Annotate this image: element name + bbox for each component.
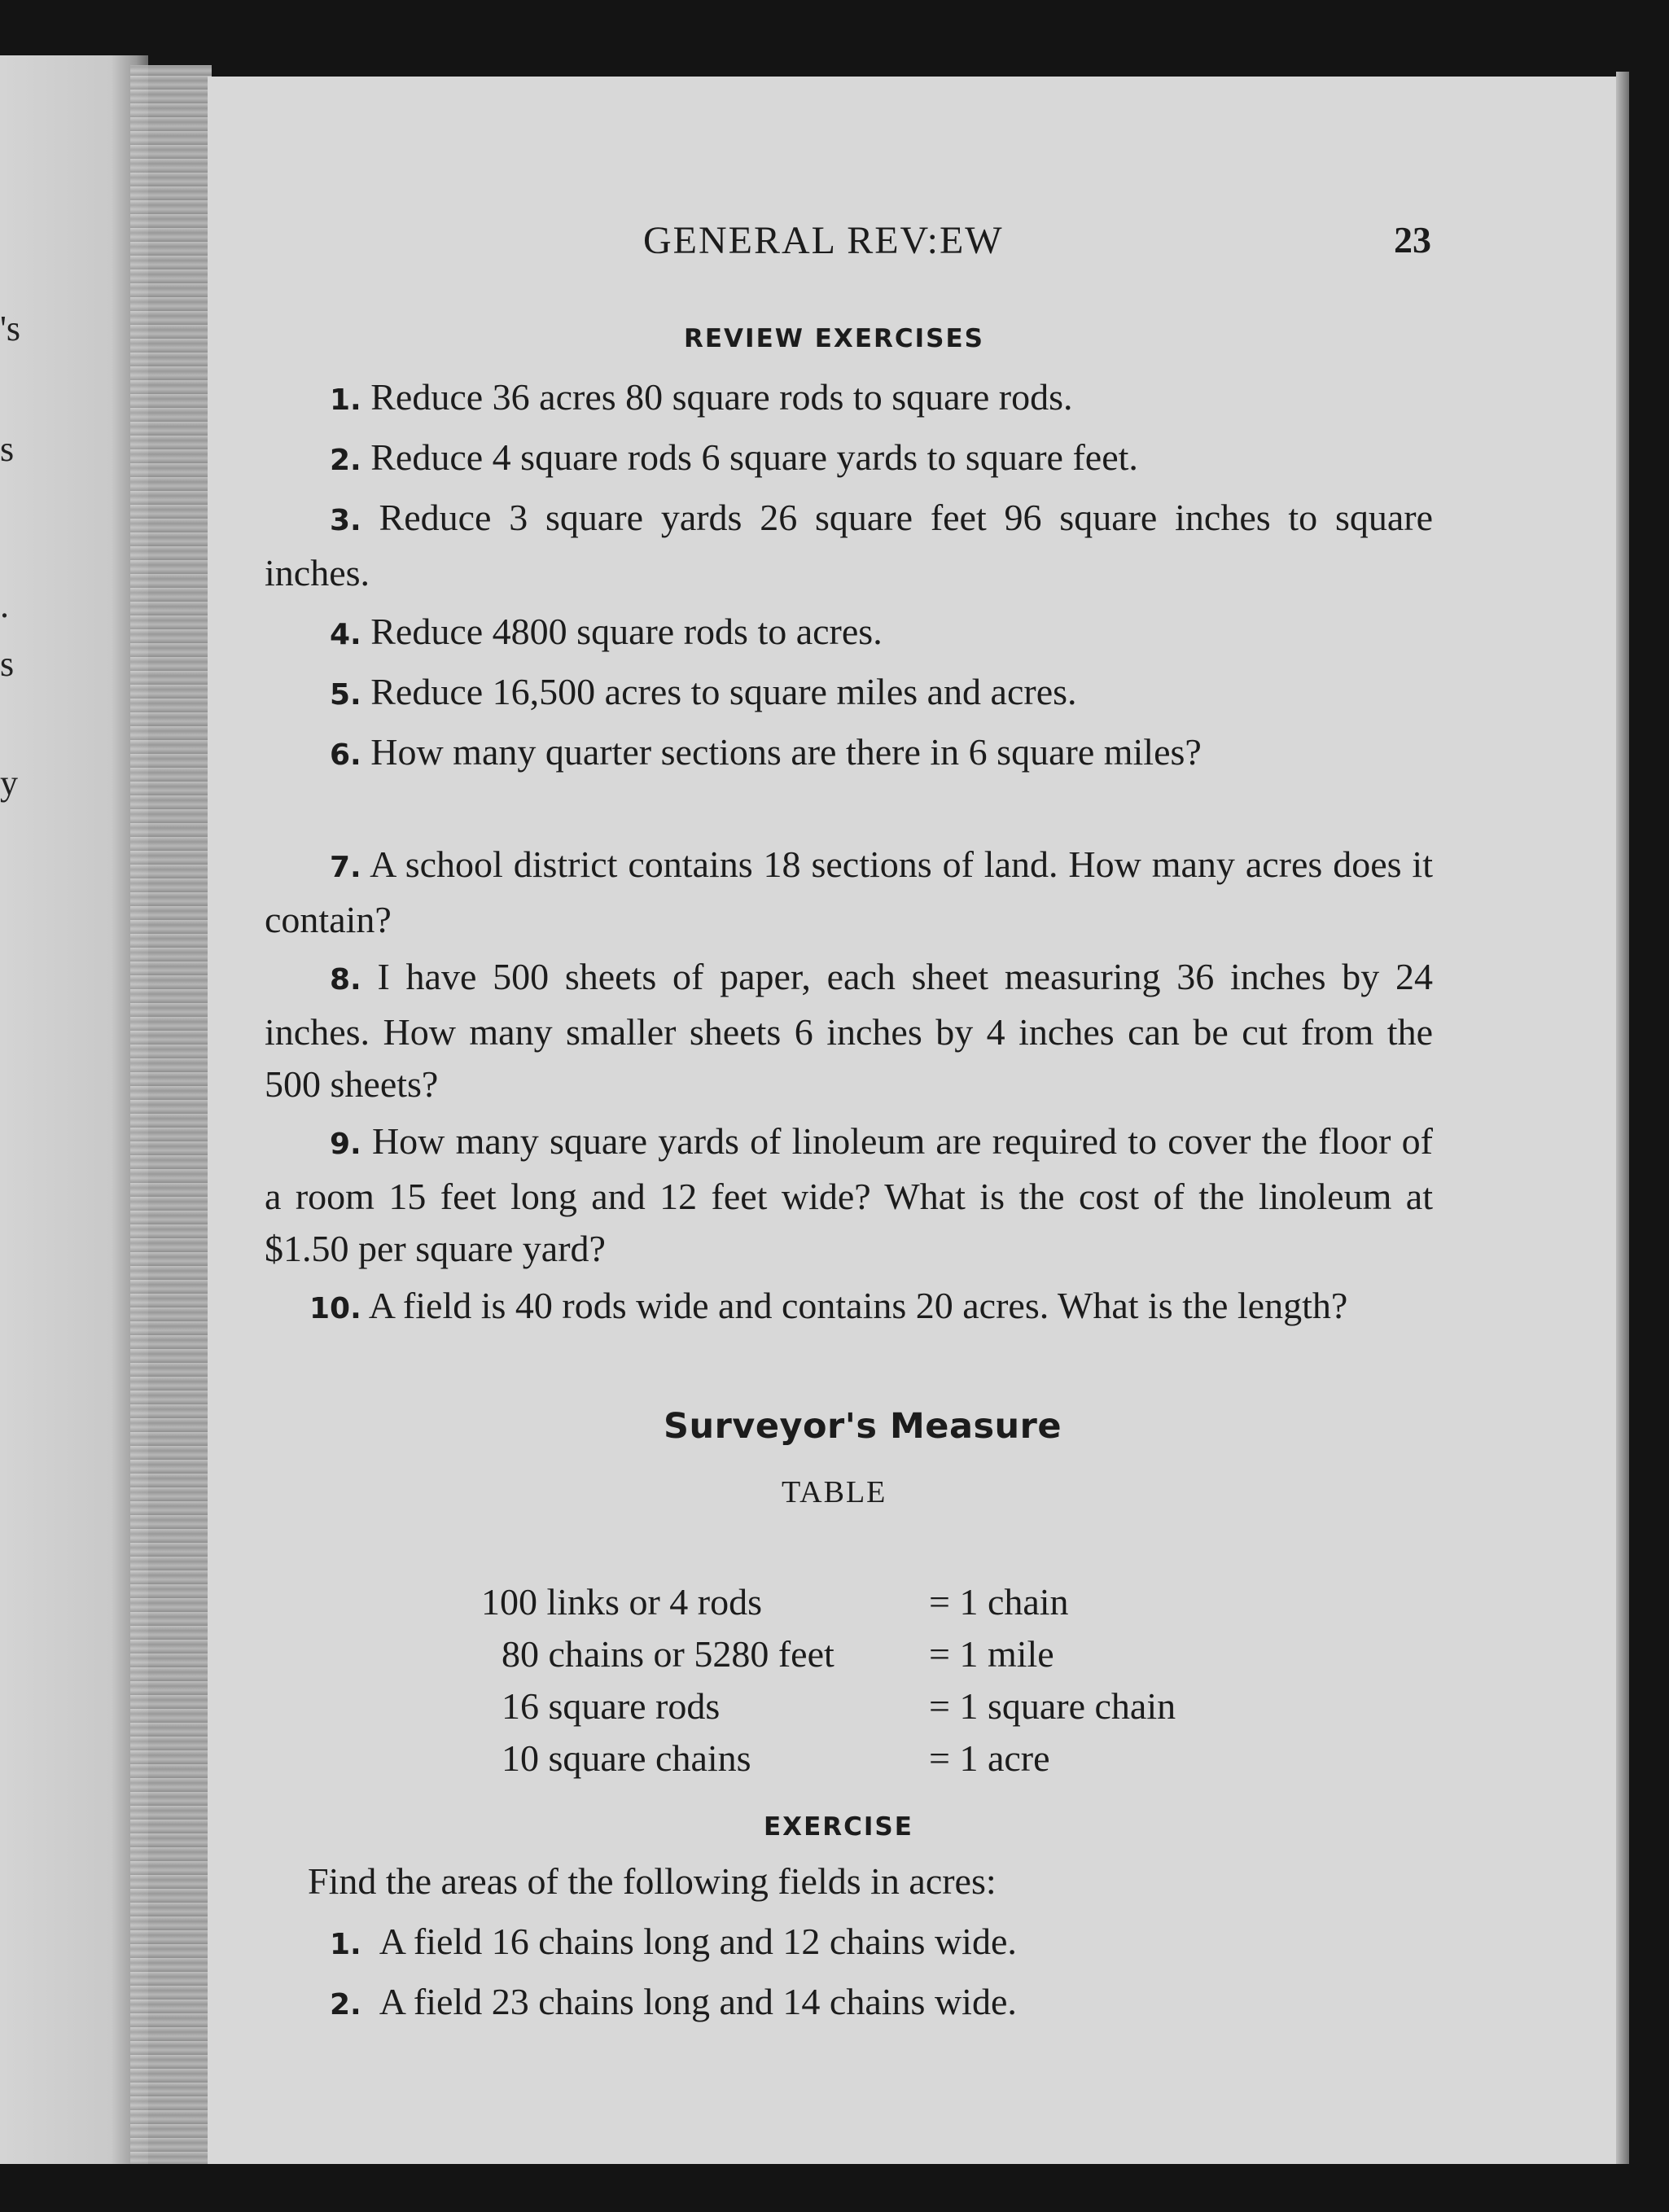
- review-exercise-6: [265, 726, 1433, 782]
- left-page-fragment: .: [0, 585, 9, 625]
- review-exercise-8: [265, 951, 1433, 1110]
- review-exercise-9: [265, 1115, 1433, 1275]
- measure-rhs: = 1 square chain: [929, 1685, 1176, 1727]
- surveyors-measure-heading: Surveyor's Measure: [664, 1406, 1062, 1447]
- left-facing-page: [0, 55, 148, 2164]
- left-page-fragment: s: [0, 429, 15, 469]
- exercise-number: 1.: [330, 1928, 361, 1961]
- exercise-text: I have 500 sheets of paper, each sheet measuring 36 inches by 24 inches. How many smaller sheets 6 inches by 4 inches can be cut from the 500 sheets?: [265, 956, 1433, 1105]
- review-exercise-5: [265, 666, 1433, 721]
- exercise-number: 5.: [330, 678, 361, 712]
- measure-lhs: 80 chains or 5280 feet: [502, 1633, 834, 1675]
- exercise-item-1: [330, 1920, 1017, 1963]
- bottom-shadow: [0, 2164, 1669, 2212]
- exercise-text: Reduce 4 square rods 6 square yards to square feet.: [370, 436, 1138, 478]
- exercise-text: A field is 40 rods wide and contains 20 acres. What is the length?: [368, 1285, 1348, 1326]
- measure-lhs: 16 square rods: [502, 1685, 721, 1727]
- exercise-text: Reduce 36 acres 80 square rods to square rods.: [370, 376, 1073, 418]
- review-exercise-7: [265, 839, 1433, 946]
- page-edge: [1616, 72, 1629, 2172]
- book-gutter: [130, 65, 212, 2166]
- exercise-number: 2.: [330, 444, 361, 477]
- exercise-intro: Find the areas of the following fields in acres:: [308, 1860, 997, 1902]
- left-page-fragment: s: [0, 644, 15, 684]
- exercise-number: 8.: [330, 963, 361, 996]
- exercise-text: How many quarter sections are there in 6 square miles?: [370, 731, 1202, 773]
- page-number: 23: [1394, 219, 1431, 261]
- review-exercise-10: [265, 1280, 1433, 1335]
- exercise-text: How many square yards of linoleum are required to cover the floor of a room 15 feet long and 12 feet wide? What is the cost of the linoleum at $1.50 per square yard?: [265, 1120, 1434, 1269]
- review-exercise-1: [265, 371, 1433, 427]
- table-label: TABLE: [782, 1475, 887, 1509]
- exercise-text: A field 16 chains long and 12 chains wide.: [379, 1921, 1017, 1962]
- exercise-number: 6.: [330, 738, 361, 772]
- exercise-number: 10.: [309, 1292, 361, 1325]
- exercise-item-2: [330, 1980, 1017, 2023]
- exercise-text: Reduce 16,500 acres to square miles and acres.: [370, 671, 1077, 712]
- review-exercise-3: [265, 492, 1433, 599]
- measure-rhs: = 1 chain: [929, 1581, 1069, 1623]
- measure-lhs: 100 links or 4 rods: [481, 1581, 762, 1623]
- exercise-text: A field 23 chains long and 14 chains wide.: [379, 1981, 1017, 2022]
- measure-lhs: 10 square chains: [502, 1737, 751, 1779]
- exercise-number: 7.: [330, 851, 361, 884]
- measure-rhs: = 1 mile: [929, 1633, 1054, 1675]
- left-page-fragment: y: [0, 763, 18, 803]
- review-exercises-heading: REVIEW EXERCISES: [684, 324, 984, 353]
- review-exercise-2: [265, 431, 1433, 487]
- exercise-heading: EXERCISE: [764, 1812, 913, 1842]
- exercise-text: Reduce 3 square yards 26 square feet 96 square inches to square inches.: [265, 497, 1434, 594]
- measure-rhs: = 1 acre: [929, 1737, 1050, 1779]
- measure-row: [483, 1693, 1050, 1780]
- exercise-number: 1.: [330, 383, 361, 417]
- running-header: GENERAL REV:EW: [643, 219, 1004, 262]
- exercise-number: 4.: [330, 618, 361, 651]
- exercise-number: 9.: [330, 1128, 361, 1161]
- exercise-text: Reduce 4800 square rods to acres.: [370, 611, 883, 652]
- exercise-number: 3.: [330, 504, 361, 537]
- exercise-number: 2.: [330, 1988, 361, 2021]
- left-page-fragment: 's: [0, 309, 21, 348]
- exercise-text: A school district contains 18 sections of land. How many acres does it contain?: [265, 843, 1433, 940]
- review-exercise-4: [265, 606, 1433, 661]
